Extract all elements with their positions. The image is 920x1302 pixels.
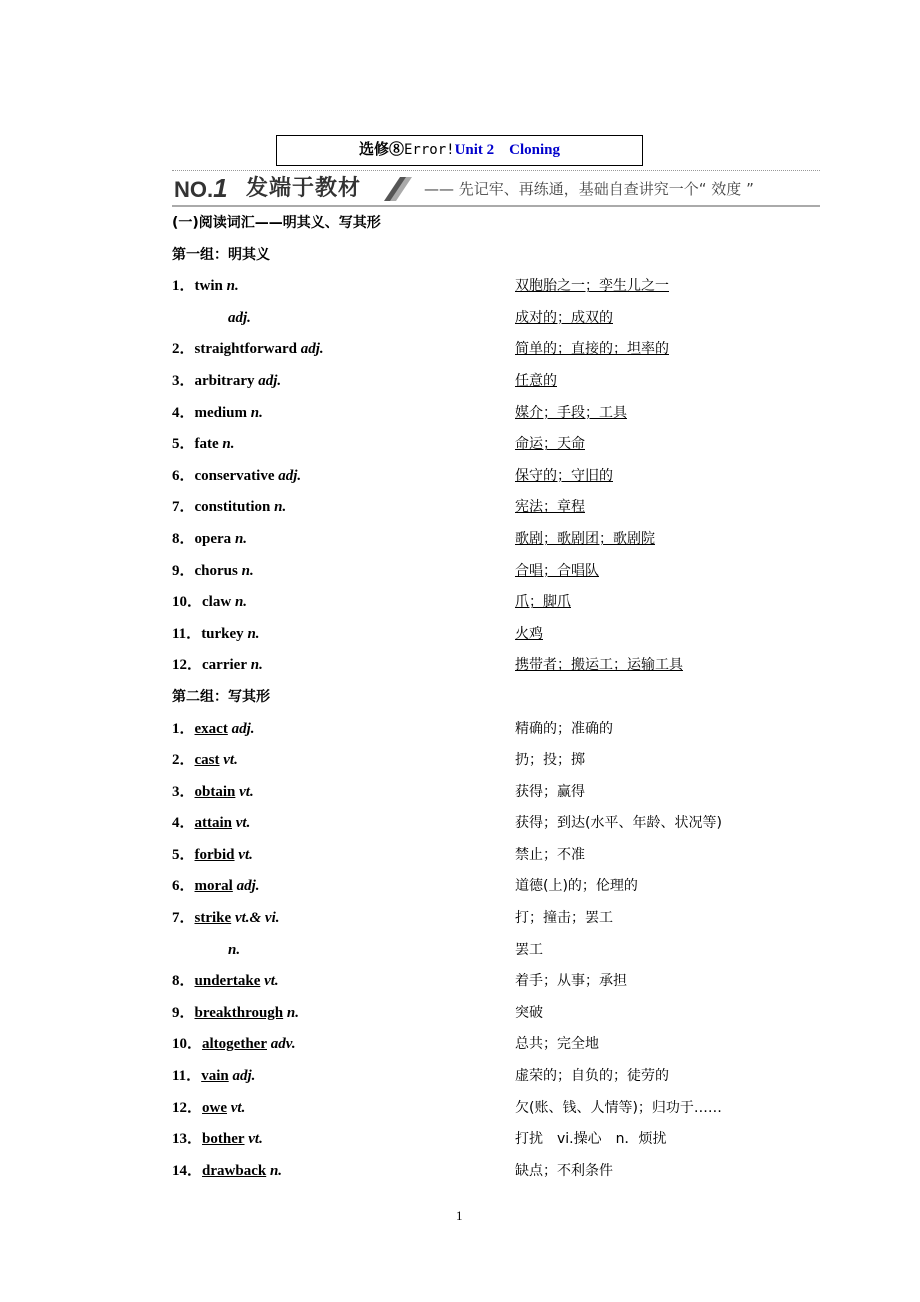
item-word: bother bbox=[202, 1131, 245, 1148]
item-pos: adj. bbox=[228, 309, 251, 326]
item-number: 10． bbox=[172, 594, 203, 611]
item-number: 6． bbox=[172, 467, 195, 484]
title-unit: Unit 2 Cloning bbox=[454, 142, 561, 158]
item-pos: vt. bbox=[248, 1131, 263, 1148]
item-number: 3． bbox=[172, 783, 195, 800]
item-pos: n. bbox=[241, 562, 254, 579]
item-word: twin bbox=[194, 278, 223, 295]
vocab-item bbox=[172, 807, 812, 839]
banner-no: NO.1 bbox=[174, 173, 228, 203]
item-word: chorus bbox=[194, 562, 238, 579]
item-word: straightforward bbox=[194, 341, 297, 358]
item-pos: n. bbox=[222, 436, 235, 453]
item-meaning: 携带者；搬运工；运输工具 bbox=[515, 657, 683, 674]
group2-heading: 第二组：写其形 bbox=[172, 688, 270, 705]
item-word: undertake bbox=[194, 973, 261, 990]
title-prefix: 选修⑧ bbox=[358, 142, 404, 158]
item-word: moral bbox=[194, 878, 233, 895]
title-error: Error! bbox=[403, 142, 455, 158]
item-meaning: 媒介；手段；工具 bbox=[515, 404, 627, 421]
item-pos: n. bbox=[234, 530, 248, 547]
item-word: constitution bbox=[194, 499, 271, 516]
item-meaning: 打；撞击；罢工 bbox=[515, 910, 613, 927]
item-word: altogether bbox=[202, 1036, 267, 1053]
item-meaning: 任意的 bbox=[515, 372, 557, 389]
vocab-item bbox=[172, 460, 812, 492]
item-number: 7． bbox=[172, 910, 195, 927]
item-meaning: 命运；天命 bbox=[515, 436, 585, 453]
item-number: 13． bbox=[172, 1131, 203, 1148]
vocab-item bbox=[172, 397, 812, 429]
vocab-item bbox=[172, 618, 812, 650]
item-meaning: 歌剧；歌剧团；歌剧院 bbox=[515, 530, 655, 547]
group1-items bbox=[172, 270, 812, 681]
vocab-item bbox=[172, 1060, 812, 1092]
item-number: 11． bbox=[172, 1068, 202, 1085]
vocab-item bbox=[172, 713, 812, 745]
item-pos: adj. bbox=[231, 720, 255, 737]
banner-title: 发端于教材 bbox=[246, 176, 362, 201]
item-pos: adj. bbox=[300, 341, 324, 358]
vocab-item bbox=[172, 586, 812, 618]
item-word: forbid bbox=[194, 846, 235, 863]
item-word: conservative bbox=[194, 467, 275, 484]
item-number: 2． bbox=[172, 752, 195, 769]
item-meaning: 合唱；合唱队 bbox=[515, 562, 599, 579]
item-meaning: 打扰 vi.操心 n．烦扰 bbox=[515, 1131, 667, 1148]
page-number: 1 bbox=[456, 1208, 463, 1223]
item-meaning: 双胞胎之一；孪生儿之一 bbox=[515, 278, 669, 295]
section-banner bbox=[172, 170, 820, 207]
item-word: exact bbox=[194, 720, 228, 737]
item-meaning: 禁止；不准 bbox=[515, 846, 585, 863]
item-meaning: 罢工 bbox=[515, 941, 543, 958]
item-word: medium bbox=[194, 404, 248, 421]
item-meaning: 简单的；直接的；坦率的 bbox=[515, 341, 669, 358]
item-pos: vt. bbox=[264, 973, 279, 990]
vocab-item bbox=[172, 555, 812, 587]
vocab-item bbox=[172, 776, 812, 808]
vocab-item bbox=[172, 428, 812, 460]
item-pos: n. bbox=[250, 657, 263, 674]
item-number: 14． bbox=[172, 1162, 203, 1179]
item-pos: n. bbox=[234, 594, 248, 611]
item-meaning: 欠(账、钱、人情等)；归功于…… bbox=[515, 1099, 722, 1116]
vocab-item bbox=[172, 1092, 812, 1124]
item-pos: vt. bbox=[238, 846, 253, 863]
vocab-item bbox=[172, 270, 812, 302]
item-pos: vt. bbox=[230, 1099, 246, 1116]
item-pos: vt.& vi. bbox=[234, 910, 280, 927]
item-word: arbitrary bbox=[194, 372, 255, 389]
slash-icon bbox=[382, 177, 412, 201]
item-pos: n. bbox=[250, 404, 263, 421]
item-meaning: 宪法；章程 bbox=[515, 499, 585, 516]
item-number: 4． bbox=[172, 815, 195, 832]
vocab-item bbox=[172, 902, 812, 934]
item-number: 8． bbox=[172, 530, 195, 547]
item-word: owe bbox=[202, 1099, 228, 1116]
item-word: vain bbox=[201, 1068, 229, 1085]
item-pos: vt. bbox=[239, 783, 254, 800]
item-pos: n. bbox=[247, 625, 260, 642]
vocab-item bbox=[172, 333, 812, 365]
vocab-item bbox=[172, 302, 812, 334]
item-number: 8． bbox=[172, 973, 195, 990]
item-number: 11． bbox=[172, 625, 202, 642]
item-number: 1． bbox=[172, 278, 195, 295]
item-word: attain bbox=[194, 815, 233, 832]
vocab-item bbox=[172, 1028, 812, 1060]
item-number: 12． bbox=[172, 657, 203, 674]
item-number: 9． bbox=[172, 562, 195, 579]
item-pos: vt. bbox=[235, 815, 251, 832]
item-word: claw bbox=[202, 594, 232, 611]
item-meaning: 道德(上)的；伦理的 bbox=[515, 878, 638, 895]
item-pos: vt. bbox=[223, 752, 238, 769]
item-pos: adj. bbox=[258, 372, 282, 389]
item-meaning: 火鸡 bbox=[515, 625, 543, 642]
item-number: 2． bbox=[172, 341, 195, 358]
vocabulary-list bbox=[172, 207, 812, 1186]
item-meaning: 虚荣的；自负的；徒劳的 bbox=[515, 1068, 669, 1085]
item-pos: adj. bbox=[278, 467, 302, 484]
vocab-item bbox=[172, 965, 812, 997]
vocab-item bbox=[172, 1155, 812, 1187]
item-meaning: 总共；完全地 bbox=[515, 1036, 599, 1053]
unit-title-box bbox=[276, 135, 643, 166]
item-number: 3． bbox=[172, 372, 195, 389]
item-number: 1． bbox=[172, 720, 195, 737]
vocab-item bbox=[172, 744, 812, 776]
item-word: breakthrough bbox=[194, 1004, 284, 1021]
vocab-item bbox=[172, 870, 812, 902]
item-pos: n. bbox=[269, 1162, 283, 1179]
item-pos: adj. bbox=[236, 878, 260, 895]
item-pos: n. bbox=[274, 499, 287, 516]
item-meaning: 保守的；守旧的 bbox=[515, 467, 613, 484]
item-word: strike bbox=[194, 910, 232, 927]
vocab-item bbox=[172, 839, 812, 871]
section-heading: (一)阅读词汇——明其义、写其形 bbox=[172, 215, 381, 231]
item-number: 6． bbox=[172, 878, 195, 895]
item-number: 12． bbox=[172, 1099, 203, 1116]
item-number: 4． bbox=[172, 404, 195, 421]
item-meaning: 精确的；准确的 bbox=[515, 720, 613, 737]
item-word: cast bbox=[194, 752, 220, 769]
item-word: drawback bbox=[202, 1162, 267, 1179]
vocab-item bbox=[172, 1123, 812, 1155]
item-number: 5． bbox=[172, 846, 195, 863]
vocab-item bbox=[172, 365, 812, 397]
item-meaning: 缺点；不利条件 bbox=[515, 1162, 613, 1179]
item-number: 5． bbox=[172, 436, 195, 453]
item-meaning: 着手；从事；承担 bbox=[515, 973, 627, 990]
item-meaning: 突破 bbox=[515, 1004, 543, 1021]
item-pos: n. bbox=[286, 1004, 299, 1021]
item-word: carrier bbox=[202, 657, 247, 674]
group1-heading: 第一组：明其义 bbox=[172, 246, 270, 263]
item-meaning: 获得；赢得 bbox=[515, 783, 585, 800]
vocab-item bbox=[172, 997, 812, 1029]
item-pos: adj. bbox=[232, 1068, 256, 1085]
item-pos: n. bbox=[226, 278, 239, 295]
item-word: obtain bbox=[194, 783, 236, 800]
item-pos: n. bbox=[228, 941, 241, 958]
item-word: turkey bbox=[201, 625, 244, 642]
vocab-item bbox=[172, 491, 812, 523]
item-meaning: 扔；投；掷 bbox=[515, 752, 585, 769]
group2-items bbox=[172, 713, 812, 1187]
item-word: fate bbox=[194, 436, 219, 453]
item-meaning: 获得；到达(水平、年龄、状况等) bbox=[515, 815, 722, 832]
item-meaning: 爪；脚爪 bbox=[515, 594, 571, 611]
vocab-item bbox=[172, 523, 812, 555]
item-meaning: 成对的；成双的 bbox=[515, 309, 613, 326]
item-number: 10． bbox=[172, 1036, 203, 1053]
item-number: 7． bbox=[172, 499, 195, 516]
item-number: 9． bbox=[172, 1004, 195, 1021]
item-pos: adv. bbox=[270, 1036, 296, 1053]
banner-subtitle: —— 先记牢、再练通，基础自查讲究一个“ 效度 ” bbox=[424, 180, 754, 198]
vocab-item bbox=[172, 649, 812, 681]
item-word: opera bbox=[194, 530, 232, 547]
vocab-item bbox=[172, 934, 812, 966]
